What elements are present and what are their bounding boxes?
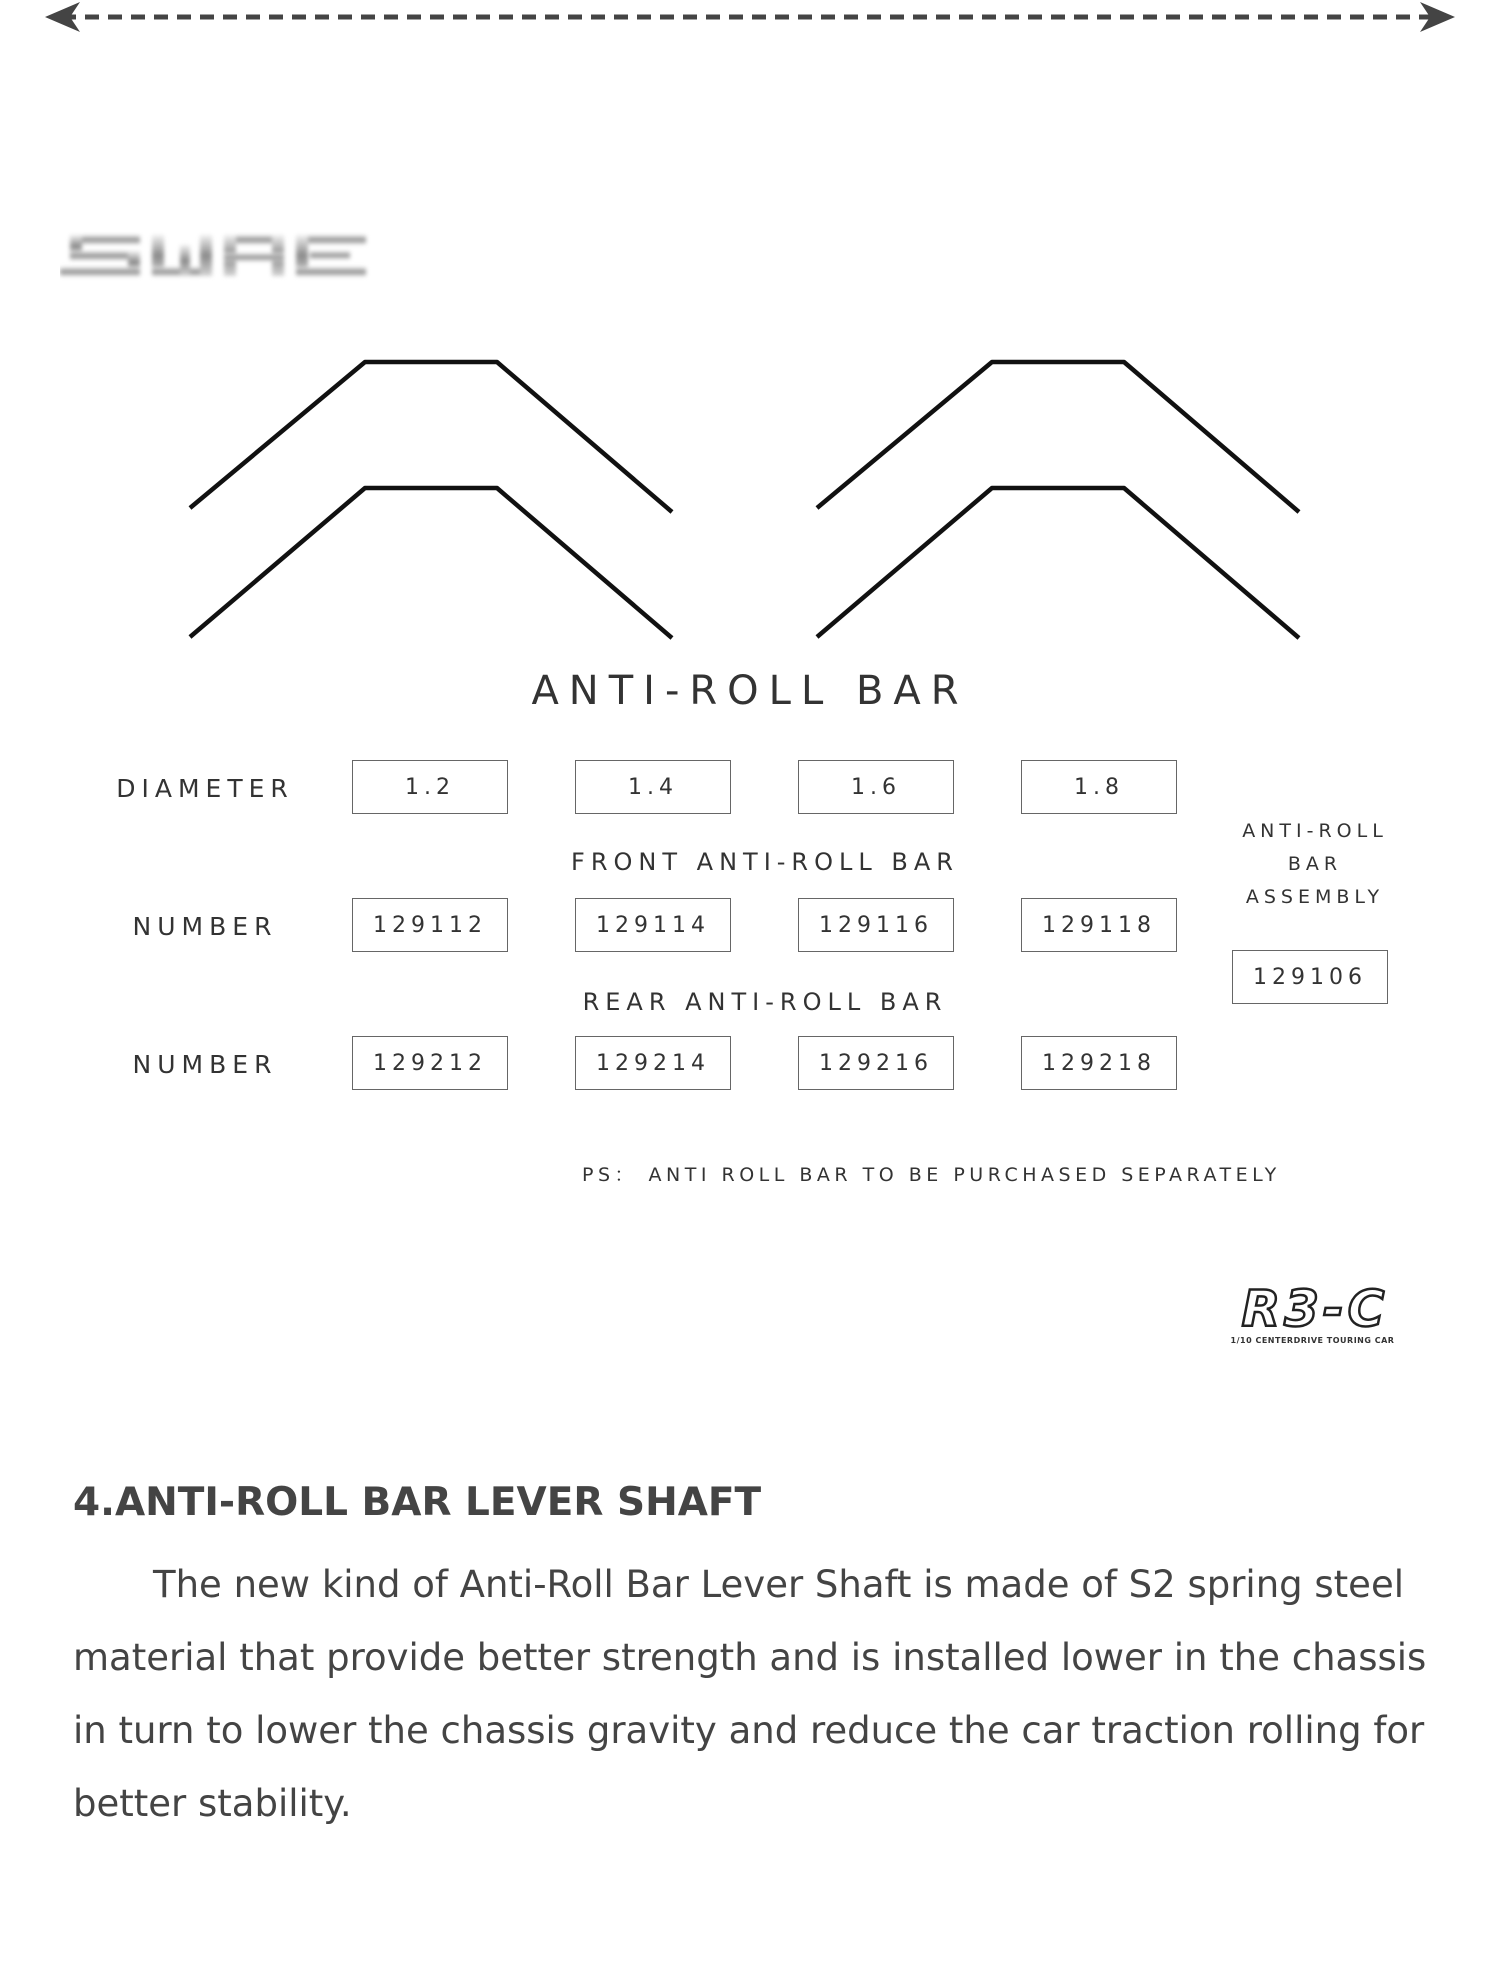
assembly-part-number: 129106 (1232, 950, 1388, 1004)
front-part-number: 129118 (1021, 898, 1177, 952)
rear-right-bar (817, 488, 1299, 638)
front-part-number: 129112 (352, 898, 508, 952)
rear-bar-label: REAR ANTI-ROLL BAR (582, 988, 948, 1016)
rear-part-number: 129214 (575, 1036, 731, 1090)
diameter-cell: 1.8 (1021, 760, 1177, 814)
assembly-label-line: ANTI-ROLL (1242, 820, 1388, 842)
diameter-cell: 1.6 (798, 760, 954, 814)
assembly-label (1215, 815, 1415, 914)
section-heading: 4.ANTI-ROLL BAR LEVER SHAFT (73, 1480, 762, 1525)
rear-number-label: NUMBER (132, 1050, 278, 1079)
rear-part-number: 129218 (1021, 1036, 1177, 1090)
rear-part-number: 129216 (798, 1036, 954, 1090)
rear-part-number: 129212 (352, 1036, 508, 1090)
front-number-label: NUMBER (132, 912, 278, 941)
r3c-logo (1200, 1280, 1430, 1336)
diameter-cell: 1.4 (575, 760, 731, 814)
diameter-label: DIAMETER (116, 774, 294, 803)
anti-roll-bar-illustration (0, 340, 1500, 660)
assembly-label-line: BAR (1287, 853, 1343, 875)
diameter-cell: 1.2 (352, 760, 508, 814)
r3c-logo-text: R3-C (1241, 1280, 1389, 1336)
section-body: The new kind of Anti-Roll Bar Lever Shaft is made of S2 spring steel material that provide better strength and is installed lower in the chassis in turn to lower the chassis gravity and reduce the car traction rolling for better stability. (73, 1563, 1427, 1825)
front-bar-label: FRONT ANTI-ROLL BAR (571, 848, 959, 876)
assembly-label-line: ASSEMBLY (1245, 886, 1385, 908)
r3c-subtitle: 1/10 CENTERDRIVE TOURING CAR (1230, 1336, 1395, 1345)
rear-left-bar (190, 488, 672, 638)
dimension-arrow (0, 0, 1500, 34)
front-part-number: 129114 (575, 898, 731, 952)
sworkz-logo (60, 225, 380, 295)
purchase-note: PS： ANTI ROLL BAR TO BE PURCHASED SEPARATELY (582, 1164, 1281, 1186)
front-part-number: 129116 (798, 898, 954, 952)
page-title: ANTI-ROLL BAR (531, 668, 969, 714)
